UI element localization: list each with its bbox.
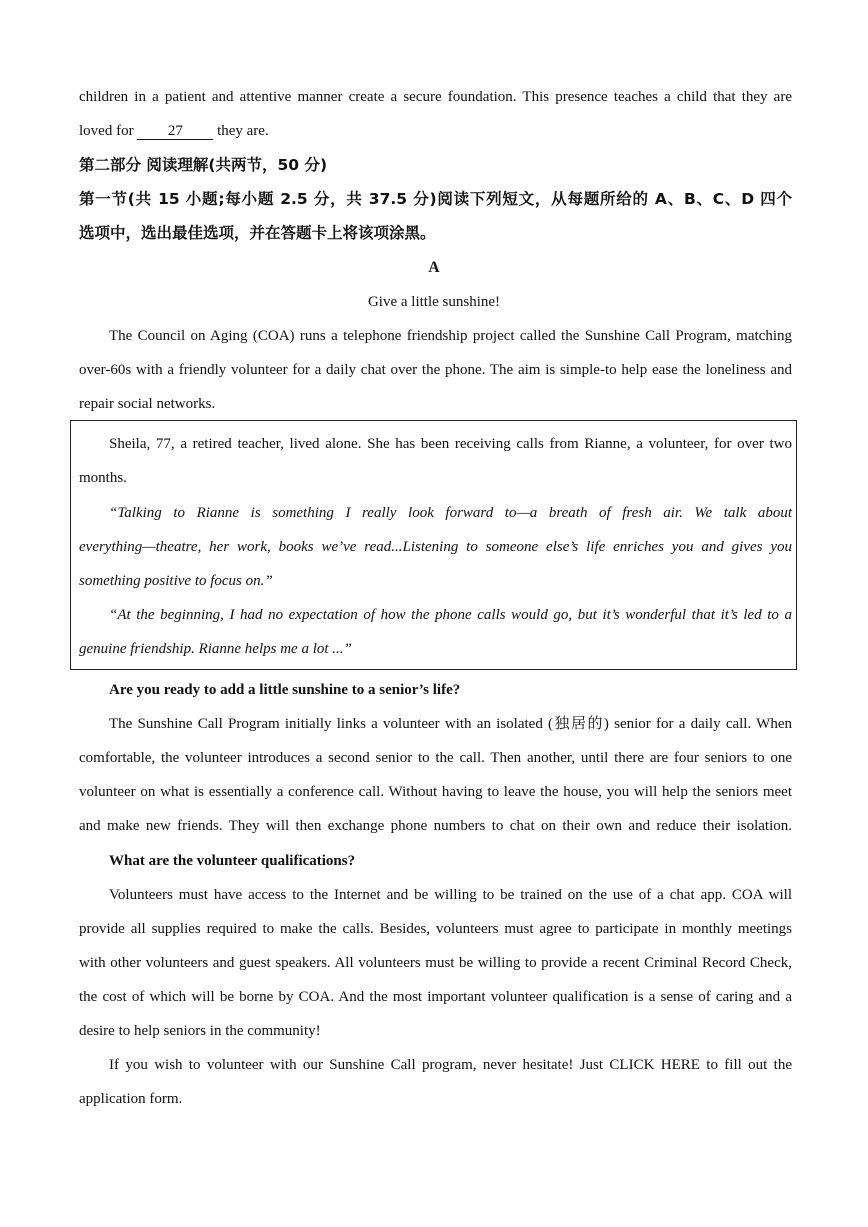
para4-line-1: If you wish to volunteer with our Sunshine Call program, never hesitate! Just CLICK HERE to fill out the: [109, 1057, 792, 1073]
para2-line-4: and make new friends. They will then exchange phone numbers to chat on their own and reduce their isolation.: [79, 818, 792, 834]
quote1-line-3: something positive to focus on.”: [79, 573, 273, 589]
quote2-line-2: genuine friendship. Rianne helps me a lot ...”: [79, 641, 352, 657]
intro-line-1: children in a patient and attentive manner create a secure foundation. This presence teaches a child that they are: [79, 89, 792, 105]
section-heading: 第二部分 阅读理解(共两节，50 分): [79, 156, 328, 174]
box-line-1: Sheila, 77, a retired teacher, lived alone. She has been receiving calls from Rianne, a volunteer, for over two: [109, 436, 792, 452]
para1-line-3: repair social networks.: [79, 396, 216, 412]
para3-line-5: desire to help seniors in the community!: [79, 1023, 321, 1039]
para2-line-1: The Sunshine Call Program initially links a volunteer with an isolated (独居的) senior for a daily call. When: [109, 716, 792, 732]
para4-line-2: application form.: [79, 1091, 183, 1107]
passage-title: Give a little sunshine!: [367, 294, 501, 310]
intro-line-2-start: loved for: [79, 123, 138, 139]
passage-label: A: [428, 259, 440, 276]
heading-ready: Are you ready to add a little sunshine to a senior’s life?: [109, 682, 461, 698]
para1-line-1: The Council on Aging (COA) runs a telephone friendship project called the Sunshine Call Program, matching: [109, 328, 792, 344]
quote1-line-2: everything—theatre, her work, books we’ve read...Listening to someone else’s life enriches you and gives you: [79, 539, 792, 555]
para2-line-3: volunteer on what is essentially a conference call. Without having to leave the house, you will help the seniors meet: [79, 784, 792, 800]
answer-blank-27: 27: [137, 124, 213, 140]
instructions-line-2: 选项中，选出最佳选项，并在答题卡上将该项涂黑。: [79, 224, 436, 242]
para3-line-4: the cost of which will be borne by COA. And the most important volunteer qualification is a sense of caring and a: [79, 989, 792, 1005]
box-line-2: months.: [79, 470, 127, 486]
para3-line-2: provide all supplies required to make the calls. Besides, volunteers must agree to participate in monthly meetings: [79, 921, 792, 937]
instructions-line-1: 第一节(共 15 小题;每小题 2.5 分，共 37.5 分)阅读下列短文，从每题所给的 A、B、C、D 四个: [79, 190, 792, 208]
para2-line-2: comfortable, the volunteer introduces a second senior to the call. Then another, until there are four seniors to one: [79, 750, 792, 766]
para1-line-2: over-60s with a friendly volunteer for a daily chat over the phone. The aim is simple-to help ease the loneliness and: [79, 362, 792, 378]
intro-line-2-end: they are.: [213, 123, 269, 139]
para3-line-1: Volunteers must have access to the Internet and be willing to be trained on the use of a chat app. COA will: [109, 887, 792, 903]
quote2-line-1: “At the beginning, I had no expectation of how the phone calls would go, but it’s wonderful that it’s led to a: [109, 607, 792, 623]
heading-qualifications: What are the volunteer qualifications?: [109, 853, 356, 869]
intro-line-2: [79, 121, 792, 141]
para3-line-3: with other volunteers and guest speakers. All volunteers must be willing to provide a recent Criminal Record Check,: [79, 955, 792, 971]
quote1-line-1: “Talking to Rianne is something I really look forward to—a breath of fresh air. We talk about: [109, 505, 792, 521]
